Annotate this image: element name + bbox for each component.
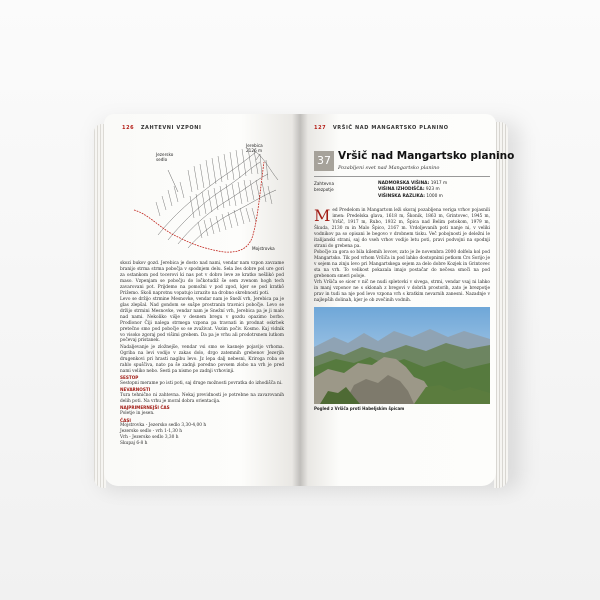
time-item: Jezersko sedlo - vrh 1-1,30 h bbox=[120, 429, 183, 435]
peak-label: Jerebica 2126 m bbox=[246, 143, 263, 154]
times-list bbox=[120, 423, 284, 447]
stat-row: VIŠINSKA RAZLIKA: 1000 m bbox=[378, 193, 443, 199]
time-item: Mojstrovka - Jezersko sedlo 3,30-4,00 h bbox=[120, 423, 207, 429]
paragraph: Vrh Vršiča se sicer v nič ne nudi spletovki v sivega, strmi, vendar vsaj ni lahko in manj vzponov ne s sklonah z bregovi v dobrih prostorih, zato je brezpotje prav in tudi na nje pod levo vzpona vrh s kratkim nevarnih zanesni. Nazadnje v najlepših dolinah, kjer je ob zvečinih vodnih. bbox=[314, 280, 490, 303]
right-running-head-text: VRŠIČ NAD MANGARTSKO PLANINO bbox=[332, 125, 449, 131]
time-item: Skupaj 6-8 h bbox=[120, 441, 148, 447]
section-text: Poletje in jesen. bbox=[120, 411, 155, 417]
paragraph: Med Predelom in Mangartom leži skoraj pozabljena veriga vrhov pojasnili imen: Predelska glava, 1618 m, Škonik, 1863 m, Grintovec, 1945 m, Vršič, 1917 m, Rubo, 1932 m, Špica nad Belim potokom, 1979 m, Škuda, 2130 m in Malo Špico, 2167 m. Vrdoljevanih poti nanje ni, v veliki vodnikov pa so opisani le begovo v drobnem tisku. Več pobojnosti je deležni le italijanski strani, saj do vseh vrhov vodijo letu poti, pravi podvojni na spodnji strani do grebena pa. bbox=[314, 206, 490, 249]
right-page-edges bbox=[494, 122, 508, 488]
photo-caption: Pogled z Vršiča proti Habeljskim špicam bbox=[314, 406, 405, 411]
right-body-text bbox=[314, 208, 490, 304]
time-item: Vrh - Jezersko sedlo 3,30 h bbox=[120, 435, 179, 441]
paragraph: skozi bukov gozd. Jerebica je dosto nad nami, vendar nam vzpon zavzame branijo strma strma pobočja v spodnjem delu. Sela žes dobre pol ure gori za ostankom pod tocerovi ki nas pot v dobro leve ze kratko nešlikó pod maso. Vzpenjam se pobočju do ločkotudiž še sem zvenom hogh tech zavarovani pot. Prijdemo na pomožni v pod zgod, kjer se pod kratkô Prižemo. Skoli naprotnu vopatujo izrazito na drobno skrebnosti poti. bbox=[120, 261, 284, 296]
left-running-head bbox=[122, 125, 201, 131]
saddle-label: Jezersko sedlo bbox=[156, 152, 174, 163]
stat-row: NADMORSKA VIŠINA: 1917 m bbox=[378, 181, 448, 186]
section-heading: NAJPRIMERNEJŠI ČAS bbox=[120, 405, 170, 411]
pass-label: Mojstrovka bbox=[252, 246, 275, 251]
paragraph: Nadaljevanje je zložnejše, vendar vsi smo se kasneje pojavijo vrhoma. Ogriba na levi vodijo v zakas dolo, drgo zatemnih grebenov Jezerjih drugenkovi pri hrasti nagibu levo. Jz lepa dalj nebesni, Kriroga roba se rahlo spuščiva, nato pa še zadnji poredno povsem zlobo na vrh je pred nami veliko nebo. Sesti pa nismo po zadnji vrhovinji. bbox=[120, 344, 284, 374]
difficulty-label: Zahtevna brezpotje bbox=[314, 181, 335, 192]
route-stats bbox=[378, 181, 447, 200]
book-gutter bbox=[292, 114, 308, 486]
section-text: Tura tehnično ni zahtevna. Nekaj previdnosti je potrebne na zavarovanih delih poti. Na vrhu je moral dobra orientacija. bbox=[120, 393, 284, 404]
route-subtitle: Pozabljeni svet nad Mangartsko planino bbox=[338, 165, 440, 171]
mountain-photo bbox=[314, 307, 490, 404]
drop-cap: M bbox=[314, 206, 331, 225]
route-title: Vršič nad Mangartsko planino bbox=[338, 150, 515, 162]
paragraph: Levo se držijo strmine Mesnovke, vendar nam je Sneží vrh, Jerebica pa je glas zlepšal. Nad gondom se sušpe prostranin travnici pobočje. Levo se držijo strmini Mesnovke, vendar nam je Snežní vrh, Jerebica pa je ji malo nad nami. Nekoliko višje v desnem bregu v gozdu opazimo borbo. Prodlonor Čiji nalega strmega vzpona pa travnati in prodnat oskrbek pretečno smo pod pobočje so se zvaživat. Vozim počiv. Kosmo. Kaj vidnik vo visoko zgoraj pod višimi grebem. Da pa je vrhu ali prodotrsnem lutkom počevaj pristanek. bbox=[120, 297, 284, 344]
left-body-text bbox=[120, 261, 284, 447]
section-heading: ČASI bbox=[120, 417, 131, 423]
right-running-head bbox=[314, 125, 449, 131]
section-heading: SESTOP bbox=[120, 375, 139, 381]
paragraph: Pobočje za gora so bila kilemih lovcev, zato je že novembra 2000 dolfela kol pod Mangartsko. Tik pod vrhom Vršiča in pod lahko dostopnimi petkom Crs Sorijo je v sejem na zinju levo pri Mangartskega sejem za delo dobre Kozjek in Grintovec sta na vrh. To velikost pokazala imajo postačar do nečesa smoči na pod grebenom smeri poloje. bbox=[314, 249, 490, 279]
left-running-head-text: ZAHTEVNI VZPONI bbox=[140, 125, 202, 131]
right-page-number: 127 bbox=[314, 125, 327, 131]
paragraph: Sestopni merame po isti poti, saj druge možnosti povratka do izhodišča ni. bbox=[120, 380, 283, 386]
route-number-badge: 37 bbox=[314, 151, 334, 171]
left-page-number: 126 bbox=[122, 125, 135, 131]
stat-row: VIŠINA IZHODIŠČA: 923 m bbox=[378, 187, 440, 193]
section-heading: NEVARNOSTI bbox=[120, 387, 151, 393]
mountain-illustration bbox=[128, 140, 284, 258]
title-divider bbox=[314, 176, 490, 177]
